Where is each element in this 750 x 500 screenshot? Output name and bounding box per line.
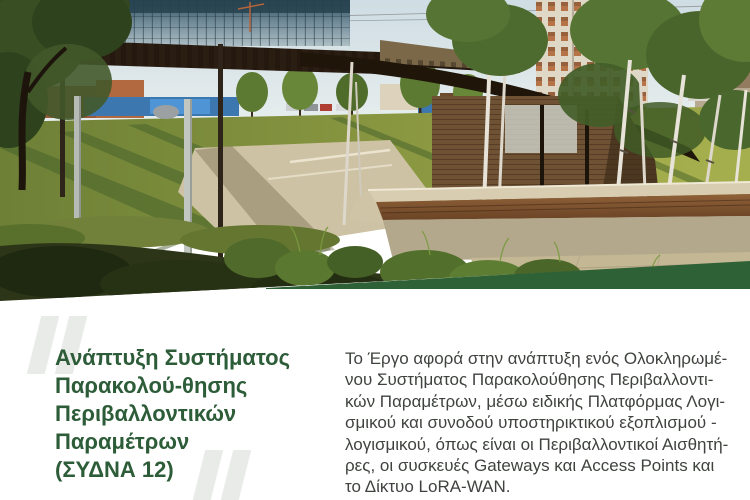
- page-title: Ανάπτυξη Συστήματος Παρακολού-θησης Περιβαλλοντικών Παραμέτρων (ΣΥΔΝΑ 12): [55, 345, 291, 482]
- body-text: Το Έργο αφορά στην ανάπτυξη ενός Ολοκληρωμέ- νου Συστήματος Παρακολούθησης Περιβαλλοντι- κών Παραμέτρων, μέσω ειδικής Πλατφόρμας Λογι- σμικού και συνοδού υποστηρικτικού εξοπλισμού - λογισμικού, όπως είναι οι Περιβαλλοντικοί Αισθητή- ρες, οι συσκευές Gateways και Access Points και το Δίκτυο LoRA-WAN.: [345, 349, 729, 497]
- concrete-bench: [350, 182, 750, 260]
